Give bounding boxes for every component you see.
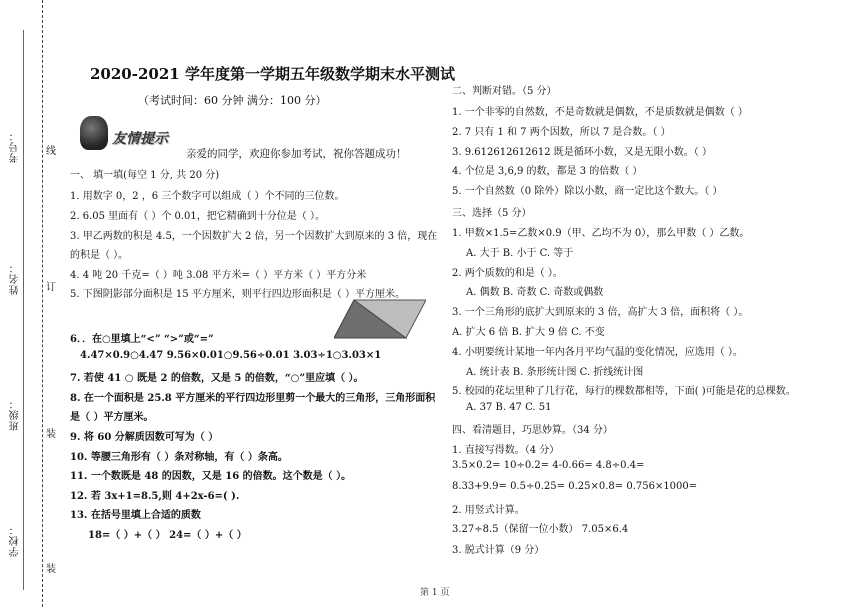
q1-5: 5. 下图阴影部分面积是 15 平方厘米，则平行四边形面积是（ ）平方厘米。 (70, 289, 405, 300)
q1-6: 6．．在○里填上“<” “>”或“=” (70, 334, 214, 345)
exam-title: 2020-2021 学年度第一学期五年级数学期末水平测试 (90, 65, 455, 83)
q3-5: 5. 校园的花坛里种了几行花，每行的棵数都相等，下面( )可能是花的总棵数。 (452, 386, 796, 397)
q3-5-options: A. 37 B. 47 C. 51 (466, 402, 552, 413)
section-2-heading: 二、判断对错。（5 分） (452, 86, 557, 97)
q3-4: 4. 小明要统计某地一年内各月平均气温的变化情况，应选用（ ）。 (452, 347, 743, 358)
q1-8: 8. 在一个面积是 25.8 平方厘米的平行四边形里剪一个最大的三角形，三角形面积 (70, 393, 436, 404)
seal-char-xian: 线 (46, 146, 56, 157)
name-label: 姓名： (10, 262, 21, 295)
q1-3: 3. 甲乙两数的积是 4.5，一个因数扩大 2 倍，另一个因数扩大到原来的 3 倍，现在 (70, 231, 438, 242)
parallelogram-figure (334, 298, 426, 340)
q2-4: 4. 个位是 3,6,9 的数，都是 3 的倍数（ ） (452, 166, 643, 177)
section-3-heading: 三、选择（5 分） (452, 208, 532, 219)
q4-1-row1: 3.5×0.2= 10÷0.2= 4-0.66= 4.8÷0.4= (452, 460, 645, 471)
seal-char-zhuang: 装 (46, 429, 56, 440)
exam-subtitle: （考试时间：60 分钟 满分：100 分） (138, 94, 327, 107)
q1-12: 12. 若 3x+1=8.5,则 4+2x-6=( ). (70, 491, 240, 502)
seal-char-ding: 订 (46, 282, 56, 293)
q3-3: 3. 一个三角形的底扩大到原来的 3 倍，高扩大 3 倍，面积将（ ）。 (452, 307, 749, 318)
q1-6-items: 4.47×0.9○4.47 9.56×0.01○9.56÷0.01 3.03÷1○3.03×1 (80, 350, 382, 361)
q1-3-cont: 的积是（ ）。 (70, 250, 129, 261)
section-1-heading: 一、 填一填(每空 1 分, 共 20 分) (70, 170, 220, 181)
school-label: 学校： (10, 524, 21, 557)
binding-margin (0, 0, 60, 607)
friendly-tip-badge (76, 116, 176, 156)
tip-message: 亲爱的同学，欢迎你参加考试，祝你答题成功！ (186, 148, 407, 160)
q1-10: 10. 等腰三角形有（ ）条对称轴，有（ ）条高。 (70, 452, 288, 463)
q3-2-options: A. 偶数 B. 奇数 C. 奇数或偶数 (466, 287, 604, 298)
page-number: 第 1 页 (420, 588, 450, 598)
q1-13-items: 18=（ ）+（ ） 24=（ ）+（ ） (88, 530, 247, 541)
q4-2: 2. 用竖式计算。 (452, 505, 525, 516)
q4-1: 1. 直接写得数。（4 分） (452, 445, 560, 456)
q1-7: 7. 若使 41 ○ 既是 2 的倍数，又是 5 的倍数，“○”里应填（ ）。 (70, 373, 364, 384)
q1-2: 2. 6.05 里面有（ ）个 0.01，把它精确到十分位是（ ）。 (70, 211, 325, 222)
section-4-heading: 四、看清题目，巧思妙算。（34 分） (452, 425, 613, 436)
q4-2-items: 3.27÷8.5（保留一位小数） 7.05×6.4 (452, 524, 629, 535)
friendly-tip-text: 友情提示 (112, 131, 168, 147)
q2-1: 1. 一个非零的自然数，不是奇数就是偶数，不是质数就是偶数（ ） (452, 107, 748, 118)
q2-5: 5. 一个自然数（0 除外）除以小数，商一定比这个数大。（ ） (452, 186, 723, 197)
cartoon-figure-icon (80, 116, 108, 150)
class-label: 班级： (10, 398, 21, 431)
q3-1-options: A. 大于 B. 小于 C. 等于 (466, 248, 574, 259)
q1-1: 1. 用数字 0，2 ，6 三个数字可以组成（ ）个不同的三位数。 (70, 191, 345, 202)
q3-4-options: A. 统计表 B. 条形统计图 C. 折线统计图 (466, 367, 644, 378)
exam-number-label: 考号： (10, 130, 21, 163)
q2-3: 3. 9.612612612612 既是循环小数，又是无限小数。（ ） (452, 147, 712, 158)
q3-2: 2. 两个质数的和是（ ）。 (452, 268, 563, 279)
q1-13: 13. 在括号里填上合适的质数 (70, 510, 201, 521)
q1-4: 4. 4 吨 20 千克=（ ）吨 3.08 平方米=（ ）平方米（ ）平方分米 (70, 270, 367, 281)
q4-1-row2: 8.33+9.9= 0.5÷0.25= 0.25×0.8= 0.756×1000= (452, 481, 698, 492)
seal-char-zhuang-2: 装 (46, 564, 56, 575)
margin-rule (23, 30, 24, 590)
q1-8-cont: 是（ ）平方厘米。 (70, 412, 154, 423)
q3-3-options: A. 扩大 6 倍 B. 扩大 9 倍 C. 不变 (452, 327, 605, 338)
q2-2: 2. 7 只有 1 和 7 两个因数，所以 7 是合数。（ ） (452, 127, 671, 138)
q3-1: 1. 甲数×1.5=乙数×0.9（甲、乙均不为 0），那么甲数（ ）乙数。 (452, 228, 750, 239)
binding-dashed-line (42, 0, 43, 607)
q1-9: 9. 将 60 分解质因数可写为（ ） (70, 432, 219, 443)
q1-11: 11. 一个数既是 48 的因数，又是 16 的倍数。这个数是（ ）。 (70, 471, 352, 482)
q4-3: 3. 脱式计算（9 分） (452, 545, 545, 556)
